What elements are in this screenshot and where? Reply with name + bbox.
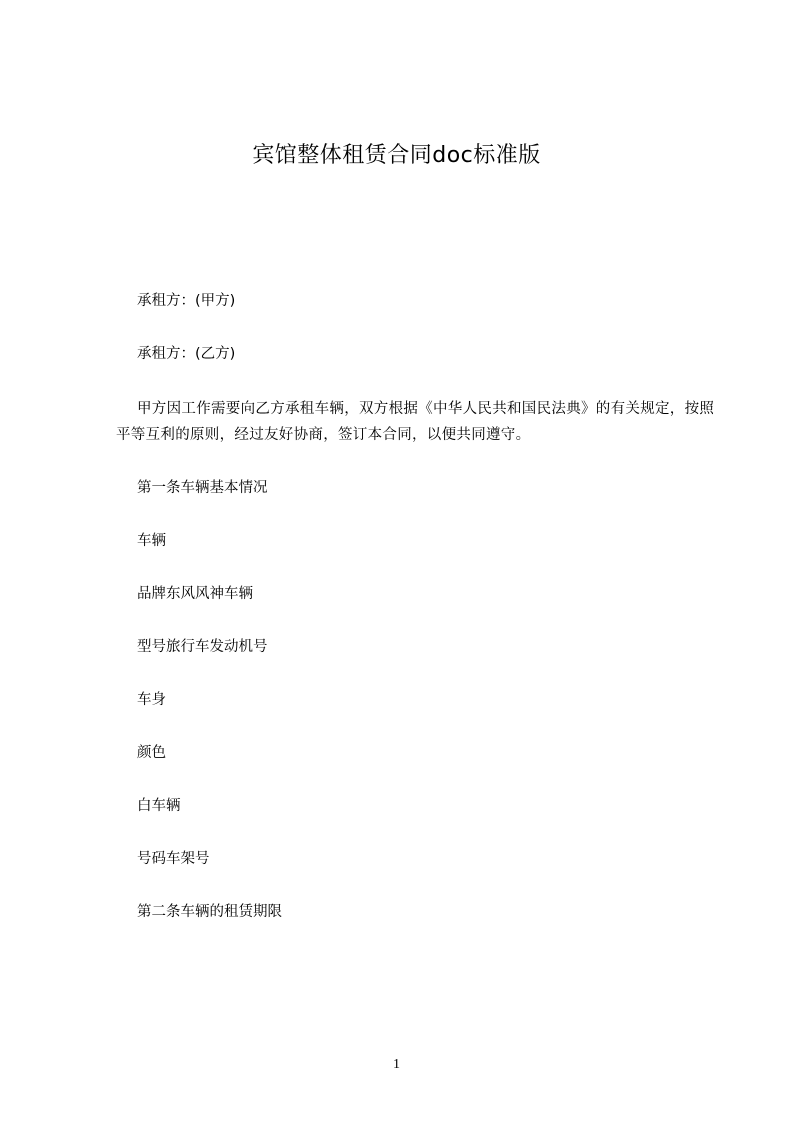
document-title: 宾馆整体租赁合同doc标准版 [252, 143, 541, 168]
intro-paragraph: 甲方因工作需要向乙方承租车辆，双方根据《中华人民共和国民法典》的有关规定，按照平等互利的原则，经过友好协商，签订本合同，以便共同遵守。 [116, 401, 715, 443]
page-number: 1 [393, 1057, 400, 1072]
plate-line: 号码车架号 [137, 851, 210, 867]
white-vehicle-line: 白车辆 [137, 798, 181, 814]
body-line: 车身 [137, 692, 166, 708]
article-2-heading: 第二条车辆的租赁期限 [137, 904, 282, 920]
article-1-heading: 第一条车辆基本情况 [137, 480, 268, 496]
model-line: 型号旅行车发动机号 [137, 639, 268, 655]
lessee-party-b: 承租方：(乙方) [137, 346, 236, 362]
lessee-party-a: 承租方：(甲方) [137, 293, 236, 309]
vehicle-line: 车辆 [137, 533, 166, 549]
color-line: 颜色 [137, 745, 166, 761]
brand-line: 品牌东风风神车辆 [137, 586, 253, 602]
